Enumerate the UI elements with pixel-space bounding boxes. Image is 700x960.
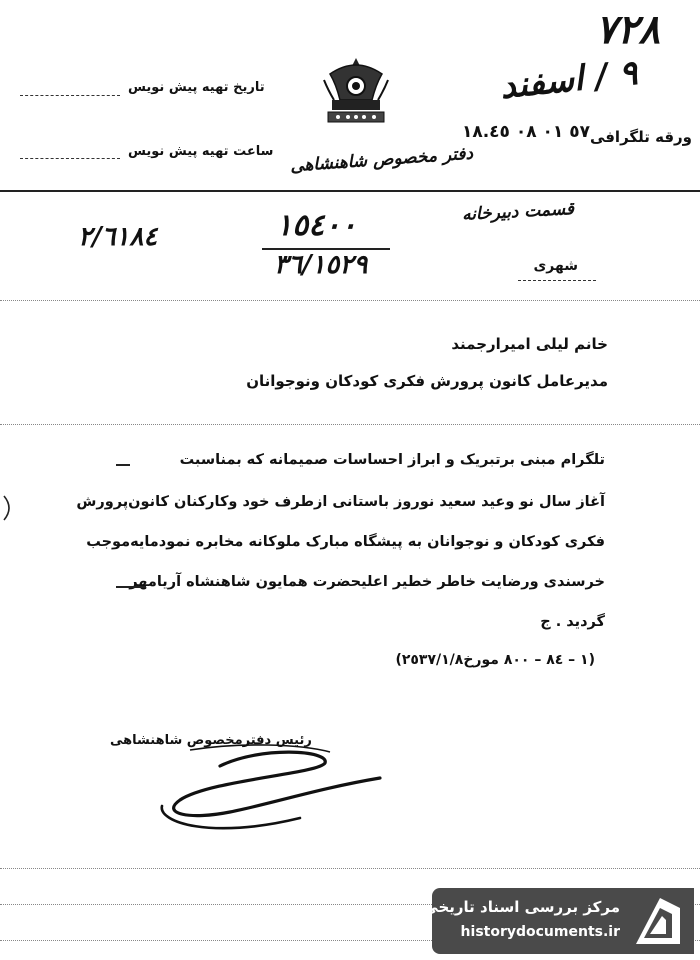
serial-number-bottom: ٣٦/١٥٢٩	[274, 250, 368, 280]
punch-hole-mark	[2, 494, 16, 522]
body-line: فکری کودکان و نوجوانان به پیشگاه مبارک ملوکانه مخابره نمودمایه‌موجب	[86, 534, 605, 550]
draft-date-label: تاریخ تهیه پیش نویس	[128, 80, 265, 95]
office-name: دفتر مخصوص شاهنشاهی	[289, 143, 474, 177]
scope-line	[518, 280, 596, 281]
addressee-name: خانم لیلی امیرارجمند	[451, 335, 608, 353]
body-line: آغاز سال نو وعید سعید نوروز باستانی ازطرف خود وکارکنان کانون‌پرورش	[76, 494, 605, 510]
reference-line: (١ – ٨٤ – ٨٠٠ مورخ٢٥٣٧/١/٨)	[395, 652, 595, 668]
watermark-url: historydocuments.ir	[460, 924, 620, 940]
body-line: تلگرام مبنی برتبریک و ابراز احساسات صمیمانه که بمناسبت	[179, 452, 605, 468]
draft-time-line	[20, 158, 120, 159]
handwritten-signature	[150, 738, 390, 843]
watermark-badge	[423, 888, 694, 954]
body-line-filler	[116, 464, 130, 466]
transmission-code: ٥٧ ٠١ ٠٨ ١٨.٤٥	[461, 122, 590, 142]
watermark-org: مرکز بررسی اسناد تاریخی	[423, 898, 620, 916]
body-line: گردید . ج	[540, 614, 605, 630]
draft-time-label: ساعت تهیه پیش نویس	[128, 144, 274, 159]
corner-note: ۹ / اسفند	[498, 52, 640, 108]
form-type-label: ورقه تلگرافی	[589, 128, 692, 146]
header-divider	[0, 190, 700, 192]
scope-label: شهری	[533, 258, 578, 274]
serial-number-top: ١٥٤٠٠	[276, 208, 357, 243]
archive-logo-icon	[630, 894, 686, 948]
signature-title: رئیس دفترمخصوص شاهنشاهی	[110, 733, 312, 748]
crown-emblem	[316, 56, 396, 128]
secretariat-label: قسمت دبیرخانه	[461, 199, 575, 225]
body-line: خرسندی ورضایت خاطر خطیر اعلیحضرت همایون شاهنشاه آریامهر	[129, 574, 605, 590]
draft-date-line	[20, 95, 120, 96]
corner-number: ۷۲۸	[595, 6, 660, 53]
dispatch-divider	[0, 300, 700, 301]
addressee-title: مدیرعامل کانون پرورش فکری کودکان ونوجوانان	[246, 372, 608, 390]
left-reference-number: ٢/٦١٨٤	[78, 222, 158, 252]
body-line-filler	[116, 586, 146, 588]
ruled-line	[0, 868, 700, 869]
addressee-divider	[0, 424, 700, 425]
